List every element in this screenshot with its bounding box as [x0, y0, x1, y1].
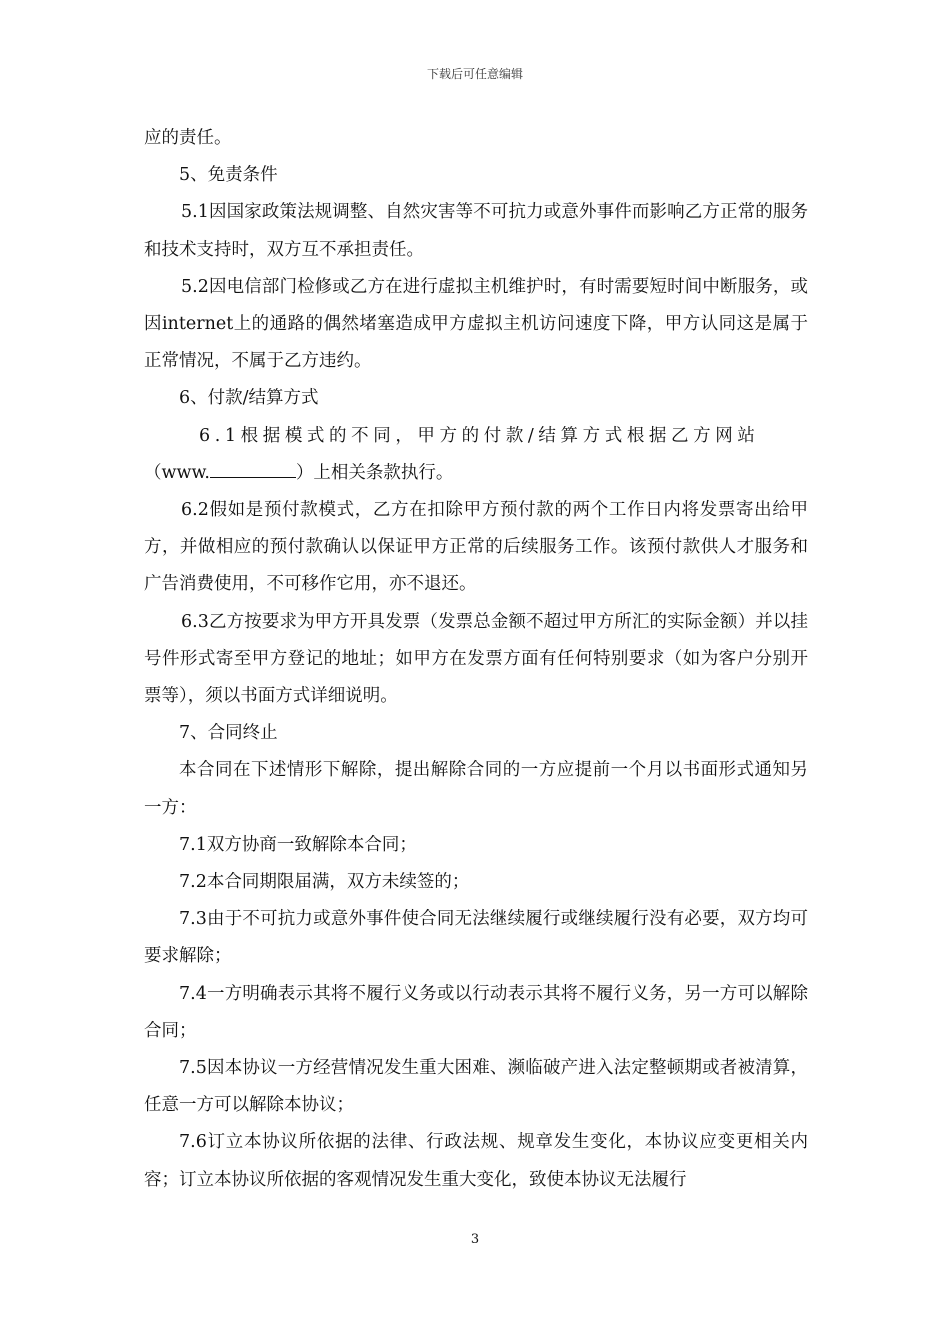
- website-blank-field: [210, 459, 296, 478]
- clause-6-1-tail: ）上相关条款执行。: [295, 462, 454, 483]
- clause-6-1-line-2: [144, 455, 808, 492]
- clause-6-3: 6.3乙方按要求为甲方开具发票（发票总金额不超过甲方所汇的实际金额）并以挂号件形式寄至甲方登记的地址；如甲方在发票方面有任何特别要求（如为客户分别开票等），须以书面方式详细说明。: [144, 611, 808, 707]
- clause-6-1-url-prefix: （www.: [144, 462, 210, 483]
- page-number: 3: [470, 1232, 480, 1247]
- clause-5-2: 5.2因电信部门检修或乙方在进行虚拟主机维护时，有时需要短时间中断服务，或因internet上的通路的偶然堵塞造成甲方虚拟主机访问速度下降，甲方认同这是属于正常情况，不属于乙方违约。: [144, 276, 808, 372]
- clause-7-2: 7.2本合同期限届满，双方未续签的；: [179, 872, 470, 893]
- section-heading-7: 7、合同终止: [179, 723, 278, 744]
- clause-7-1: 7.1双方协商一致解除本合同；: [179, 834, 417, 855]
- clause-7-6: 7.6订立本协议所依据的法律、行政法规、规章发生变化，本协议应变更相关内容；订立本协议所依据的客观情况发生重大变化，致使本协议无法履行: [144, 1132, 808, 1190]
- page-header-note: 下载后可任意编辑: [426, 67, 523, 81]
- clause-5-1: 5.1因国家政策法规调整、自然灾害等不可抗力或意外事件而影响乙方正常的服务和技术支持时，双方互不承担责任。: [144, 202, 808, 260]
- clause-6-2: 6.2假如是预付款模式，乙方在扣除甲方预付款的两个工作日内将发票寄出给甲方，并做相应的预付款确认以保证甲方正常的后续服务工作。该预付款供人才服务和广告消费使用，不可移作它用，亦不退还。: [144, 500, 808, 595]
- document-body: [144, 120, 808, 1199]
- clause-7-3: 7.3由于不可抗力或意外事件使合同无法继续履行或继续履行没有必要，双方均可要求解除；: [144, 909, 808, 967]
- clause-7-4: 7.4一方明确表示其将不履行义务或以行动表示其将不履行义务，另一方可以解除合同；: [144, 983, 808, 1041]
- paragraph-continuation: 应的责任。: [144, 128, 232, 148]
- section-heading-5: 5、免责条件: [179, 165, 278, 186]
- clause-7-5: 7.5因本协议一方经营情况发生重大困难、濒临破产进入法定整顿期或者被清算，任意一方可以解除本协议；: [144, 1058, 808, 1116]
- clause-7-intro: 本合同在下述情形下解除，提出解除合同的一方应提前一个月以书面形式通知另一方：: [144, 760, 808, 818]
- clause-6-1-line-1: 6.1根据模式的不同，甲方的付款/结算方式根据乙方网站: [199, 425, 760, 446]
- section-heading-6: 6、付款/结算方式: [179, 388, 319, 409]
